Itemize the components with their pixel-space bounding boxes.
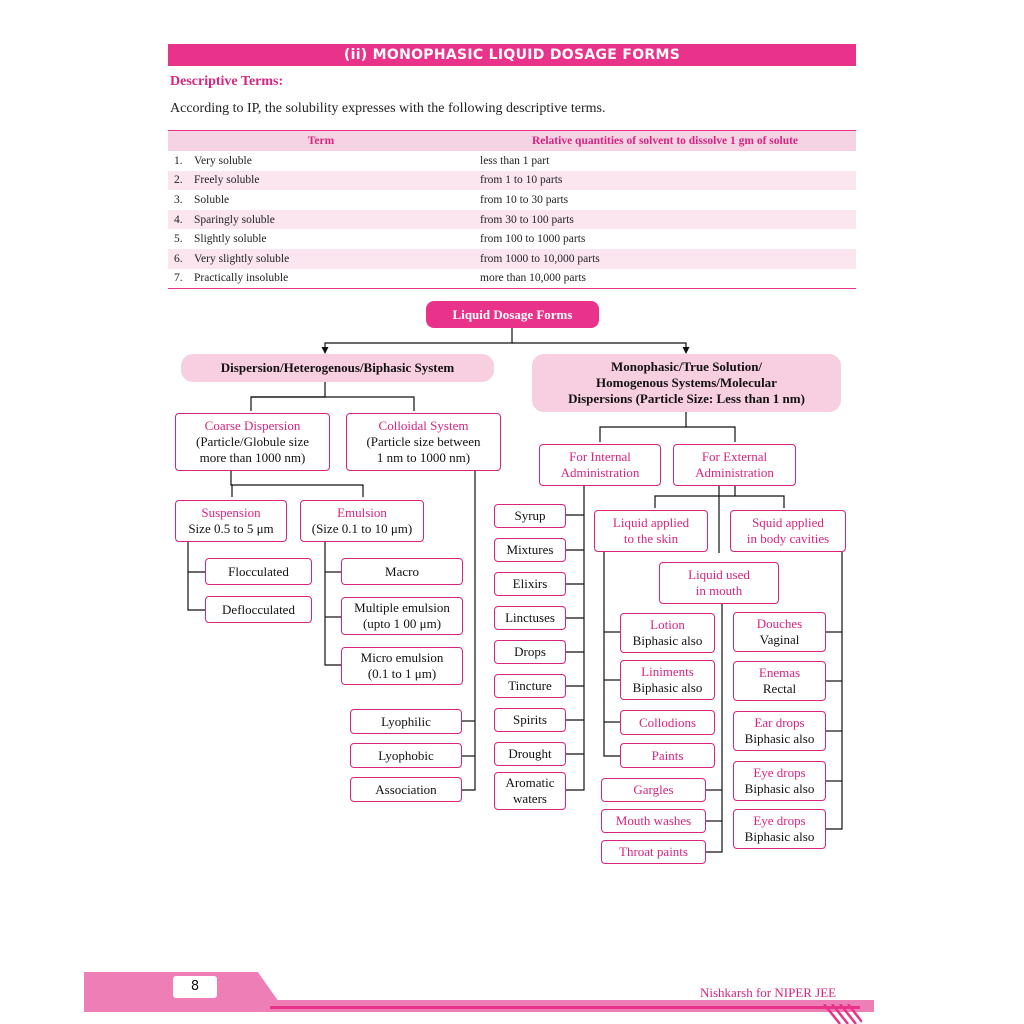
node-label: Flocculated <box>228 563 289 579</box>
node-desc-line: 1 nm to 1000 nm) <box>376 450 471 465</box>
node-label-line: waters <box>513 791 547 806</box>
row-number: 4. <box>174 213 183 226</box>
ear-drops-node <box>733 711 826 751</box>
drought-node <box>494 742 566 766</box>
term-text: Very slightly soluble <box>194 252 290 265</box>
node-subtitle: Biphasic also <box>744 781 815 796</box>
row-number: 5. <box>174 233 183 246</box>
liniments-node <box>620 660 715 700</box>
node-desc-line: (Particle/Globule size <box>196 434 309 449</box>
node-label: Mixtures <box>506 542 554 557</box>
node-title: Suspension <box>201 505 261 520</box>
squid-applied-cavities-node <box>730 510 846 552</box>
node-label-line: Monophasic/True Solution/ <box>610 359 763 374</box>
spirits-node <box>494 708 566 732</box>
enemas-node <box>733 661 826 701</box>
node-title: Ear drops <box>754 715 805 730</box>
lyophilic-node <box>350 709 462 734</box>
node-label-line: to the skin <box>623 531 679 546</box>
node-label: Association <box>375 781 437 797</box>
column-header-quantity: Relative quantities of solvent to dissolve 1 gm of solute <box>474 131 856 152</box>
node-label: Spirits <box>513 712 547 727</box>
douches-node <box>733 612 826 652</box>
node-label: Throat paints <box>619 844 688 859</box>
colloidal-system-node <box>346 413 501 471</box>
node-title: Lotion <box>650 617 685 632</box>
quantity-cell: from 100 to 1000 parts <box>480 233 586 246</box>
node-title: Eye drops <box>753 765 806 780</box>
node-desc: Size 0.5 to 5 μm <box>188 521 274 536</box>
node-label-line: in mouth <box>695 583 743 598</box>
node-label: Lyophilic <box>381 713 431 729</box>
multiple-emulsion-node <box>341 597 463 635</box>
eye-drops-node <box>733 761 826 801</box>
node-label: Syrup <box>514 508 546 523</box>
node-subtitle: Biphasic also <box>632 633 703 648</box>
linctuses-node <box>494 606 566 630</box>
node-subtitle: Biphasic also <box>744 731 815 746</box>
intro-paragraph: According to IP, the solubility expresses with the following descriptive terms. <box>170 101 606 116</box>
node-title: Colloidal System <box>378 418 469 433</box>
drops-node <box>494 640 566 664</box>
term-text: Sparingly soluble <box>194 213 275 226</box>
page-number: 8 <box>173 976 217 998</box>
node-label: Drought <box>508 746 552 761</box>
dispersion-system-node <box>181 354 494 382</box>
quantity-cell: from 1000 to 10,000 parts <box>474 249 856 269</box>
node-label-line: For Internal <box>569 449 631 464</box>
mouth-washes-node <box>601 809 706 833</box>
node-label-line: in body cavities <box>746 531 830 546</box>
node-label-line: Administration <box>560 465 640 480</box>
aromatic-waters-node <box>494 772 566 810</box>
node-label: Dispersion/Heterogenous/Biphasic System <box>220 360 455 375</box>
gargles-node <box>601 778 706 802</box>
eye-drops-node <box>733 809 826 849</box>
node-label: Tincture <box>508 678 552 693</box>
lyophobic-node <box>350 743 462 768</box>
node-title: Enemas <box>758 665 801 680</box>
syrup-node <box>494 504 566 528</box>
node-title: Liniments <box>641 664 694 679</box>
node-desc-line: (Particle size between <box>366 434 481 449</box>
node-title: Coarse Dispersion <box>204 418 301 433</box>
quantity-cell: less than 1 part <box>480 154 550 167</box>
node-label: Linctuses <box>505 610 555 625</box>
node-label-line: Liquid used <box>688 567 750 582</box>
external-administration-node <box>673 444 796 486</box>
node-label-line: For External <box>701 449 768 464</box>
node-subtitle: Biphasic also <box>744 829 815 844</box>
column-header-term: Term <box>168 131 474 152</box>
node-label-line: Squid applied <box>752 515 824 530</box>
quantity-cell: from 1 to 10 parts <box>474 171 856 191</box>
liquid-used-in-mouth-node <box>659 562 779 604</box>
node-label: Gargles <box>633 782 674 797</box>
internal-administration-node <box>539 444 661 486</box>
monophasic-system-node <box>532 354 841 412</box>
node-desc-line: more than 1000 nm) <box>199 450 306 465</box>
row-number: 2. <box>174 174 183 187</box>
node-subtitle: Biphasic also <box>632 680 703 695</box>
mixtures-node <box>494 538 566 562</box>
row-number: 6. <box>174 252 183 265</box>
node-label: Lyophobic <box>378 747 434 763</box>
node-title: Douches <box>756 616 803 631</box>
paints-node <box>620 743 715 768</box>
flocculated-node <box>205 558 312 585</box>
node-title: Emulsion <box>337 505 387 520</box>
node-title: Eye drops <box>753 813 806 828</box>
node-label: Elixirs <box>512 576 548 591</box>
deflocculated-node <box>205 596 312 623</box>
footer-divider <box>270 1006 860 1009</box>
collodions-node <box>620 710 715 735</box>
suspension-node <box>175 500 287 542</box>
association-node <box>350 777 462 802</box>
row-number: 1. <box>174 154 183 167</box>
node-label: Deflocculated <box>222 601 295 617</box>
term-text: Freely soluble <box>194 174 260 187</box>
footer-brand: Nishkarsh for NIPER JEE <box>700 985 837 1000</box>
node-label: Collodions <box>638 714 697 730</box>
term-text: Very soluble <box>194 154 252 167</box>
macro-emulsion-node <box>341 558 463 585</box>
liquid-applied-to-skin-node <box>594 510 708 552</box>
node-label: Liquid Dosage Forms <box>452 306 573 322</box>
node-label-line: Micro emulsion <box>360 650 444 665</box>
node-label-line: Multiple emulsion <box>354 600 450 615</box>
micro-emulsion-node <box>341 647 463 685</box>
elixirs-node <box>494 572 566 596</box>
section-header-bar: (ii) MONOPHASIC LIQUID DOSAGE FORMS <box>168 44 856 66</box>
tincture-node <box>494 674 566 698</box>
node-label-line: Homogenous Systems/Molecular <box>596 375 777 390</box>
emulsion-node <box>300 500 424 542</box>
term-text: Soluble <box>194 193 230 206</box>
node-label-line: (upto 1 00 μm) <box>362 616 442 631</box>
quantity-cell: from 10 to 30 parts <box>480 193 569 206</box>
node-label: Macro <box>385 563 419 579</box>
row-number: 3. <box>174 193 183 206</box>
term-text: Practically insoluble <box>194 272 289 285</box>
node-label-line: Liquid applied <box>612 515 690 530</box>
node-subtitle: Rectal <box>762 681 797 696</box>
lotion-node <box>620 613 715 653</box>
term-text: Slightly soluble <box>194 233 267 246</box>
coarse-dispersion-node <box>175 413 330 471</box>
node-subtitle: Vaginal <box>759 632 800 647</box>
quantity-cell: from 30 to 100 parts <box>474 210 856 230</box>
node-label-line: Aromatic <box>505 775 555 790</box>
node-label-line: Dispersions (Particle Size: Less than 1 nm) <box>568 391 805 406</box>
node-label: Paints <box>651 747 684 763</box>
node-label-line: (0.1 to 1 μm) <box>367 666 437 681</box>
node-desc: (Size 0.1 to 10 μm) <box>311 521 413 536</box>
throat-paints-node <box>601 840 706 864</box>
row-number: 7. <box>174 272 183 285</box>
node-label: Drops <box>514 644 546 659</box>
section-heading: Descriptive Terms: <box>170 74 284 89</box>
node-label-line: Administration <box>695 465 774 480</box>
liquid-dosage-forms-root <box>426 301 599 328</box>
quantity-cell: more than 10,000 parts <box>474 269 856 289</box>
node-label: Mouth washes <box>615 813 692 828</box>
decorative-stripes-icon <box>822 1004 862 1024</box>
